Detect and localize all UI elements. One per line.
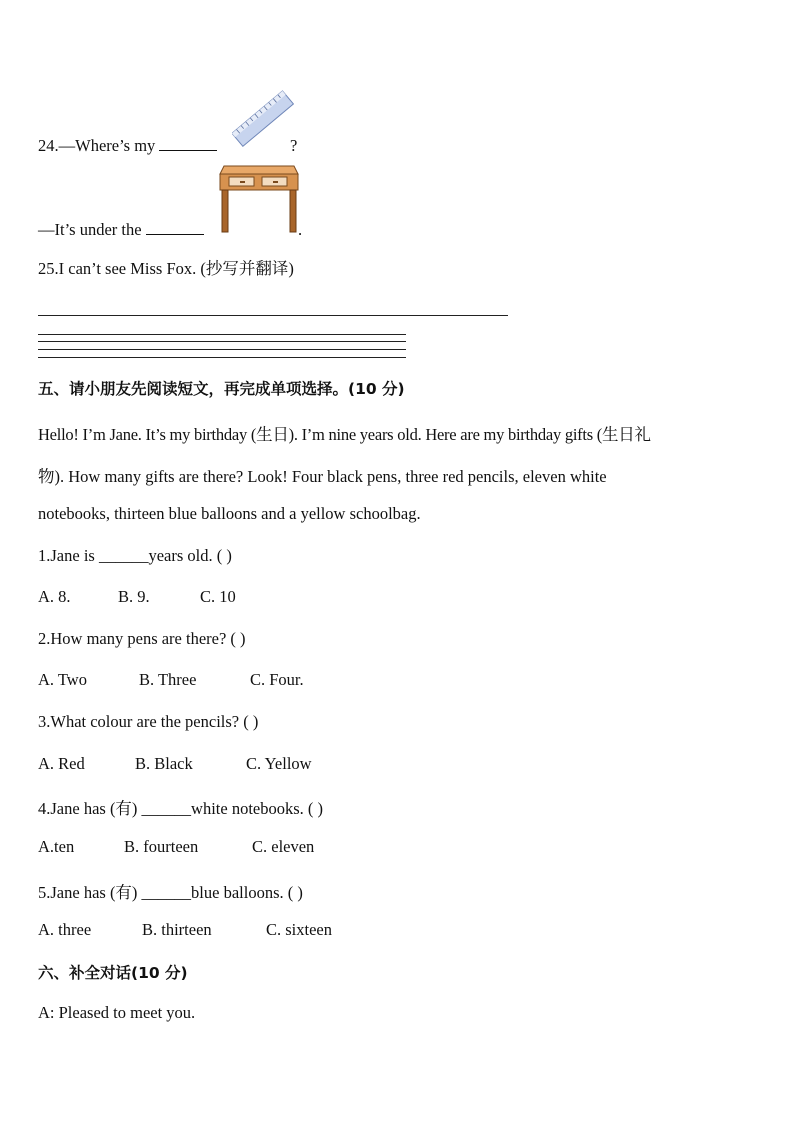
writing-line-2[interactable] bbox=[38, 341, 406, 342]
q24-blank-2[interactable] bbox=[146, 220, 204, 235]
dialogue-line-1: A: Pleased to meet you. bbox=[38, 1003, 196, 1022]
q5-option-a[interactable]: A. three bbox=[38, 920, 92, 939]
question-5: 5.Jane has (有) ______blue balloons. ( ) bbox=[38, 883, 303, 902]
passage-line-2: 物). How many gifts are there? Look! Four black pens, three red pencils, eleven white bbox=[38, 467, 607, 486]
q24-blank-1[interactable] bbox=[159, 136, 217, 151]
writing-line-3[interactable] bbox=[38, 349, 406, 350]
q24-line1-prefix: 24.—Where’s my bbox=[38, 136, 156, 155]
desk-image bbox=[218, 162, 300, 234]
section5-heading: 五、请小朋友先阅读短文，再完成单项选择。(10 分) bbox=[38, 380, 405, 398]
q25-text: 25.I can’t see Miss Fox. (抄写并翻译) bbox=[38, 259, 294, 278]
answer-line-long[interactable] bbox=[38, 315, 508, 316]
q2-option-c[interactable]: C. Four. bbox=[250, 670, 304, 689]
q4-option-a[interactable]: A.ten bbox=[38, 837, 75, 856]
q3-option-b[interactable]: B. Black bbox=[135, 754, 193, 773]
question-3: 3.What colour are the pencils? ( ) bbox=[38, 712, 259, 731]
q24-line2-prefix: —It’s under the bbox=[38, 220, 142, 239]
question-4: 4.Jane has (有) ______white notebooks. ( ) bbox=[38, 799, 324, 818]
q24-line1-suffix: ? bbox=[290, 136, 298, 155]
q3-option-c[interactable]: C. Yellow bbox=[246, 754, 312, 773]
q3-option-a[interactable]: A. Red bbox=[38, 754, 85, 773]
passage-line-3: notebooks, thirteen blue balloons and a yellow schoolbag. bbox=[38, 504, 421, 523]
passage-line-1: Hello! I’m Jane. It’s my birthday (生日). I’m nine years old. Here are my birthday gifts (生日礼 bbox=[38, 425, 651, 444]
ruler-image bbox=[232, 90, 294, 148]
q24-line2-suffix: . bbox=[298, 220, 303, 239]
q2-option-a[interactable]: A. Two bbox=[38, 670, 87, 689]
q1-option-a[interactable]: A. 8. bbox=[38, 587, 71, 606]
q24-line2 bbox=[38, 220, 204, 240]
question-2: 2.How many pens are there? ( ) bbox=[38, 629, 246, 648]
q1-option-c[interactable]: C. 10 bbox=[200, 587, 236, 606]
q5-option-c[interactable]: C. sixteen bbox=[266, 920, 332, 939]
q4-option-b[interactable]: B. fourteen bbox=[124, 837, 199, 856]
writing-line-1[interactable] bbox=[38, 334, 406, 335]
question-1: 1.Jane is ______years old. ( ) bbox=[38, 546, 232, 565]
q4-option-c[interactable]: C. eleven bbox=[252, 837, 315, 856]
q2-option-b[interactable]: B. Three bbox=[139, 670, 197, 689]
q24-line1 bbox=[38, 136, 217, 156]
q5-option-b[interactable]: B. thirteen bbox=[142, 920, 212, 939]
writing-line-4[interactable] bbox=[38, 357, 406, 358]
section6-heading: 六、补全对话(10 分) bbox=[38, 964, 188, 982]
q1-option-b[interactable]: B. 9. bbox=[118, 587, 150, 606]
